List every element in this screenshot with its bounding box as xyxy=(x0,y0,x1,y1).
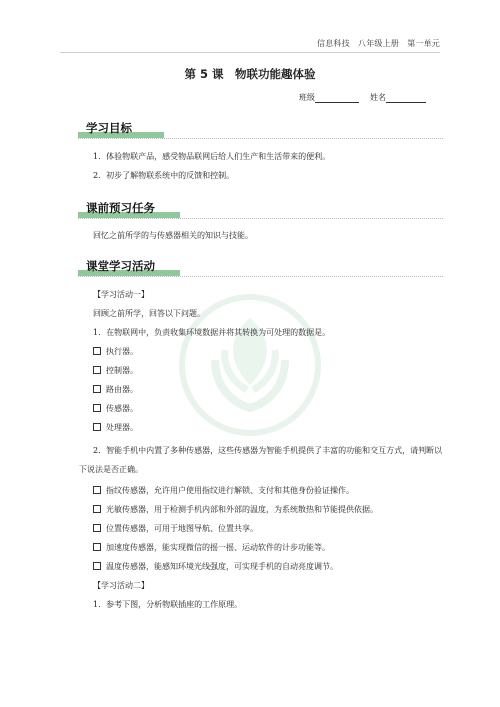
option-item[interactable] xyxy=(93,384,138,395)
option-text: 执行器。 xyxy=(106,347,138,356)
option-text: 温度传感器，能感知环境光线强度，可实现手机的自动亮度调节。 xyxy=(106,562,338,571)
heading-dotted-rule xyxy=(78,138,443,139)
question-2 xyxy=(79,441,448,479)
heading-dotted-rule xyxy=(78,276,443,277)
section-heading-activities xyxy=(78,259,448,277)
lesson-title: 第 5 课 物联功能趣体验 xyxy=(184,67,316,81)
activity-label: 【学习活动一】 xyxy=(93,290,149,299)
checkbox-icon[interactable] xyxy=(93,385,101,393)
option-text: 控制器。 xyxy=(106,366,138,375)
question-1: 1．参考下图，分析物联插座的工作原理。 xyxy=(93,600,243,609)
section-title: 课前预习任务 xyxy=(86,201,155,215)
option-text: 光敏传感器，用于检测手机内部和外部的温度，为系统散热和节能提供依据。 xyxy=(106,505,378,514)
checkbox-icon[interactable] xyxy=(93,524,101,532)
class-label: 班级 xyxy=(298,93,315,102)
section-heading-preview xyxy=(78,201,448,219)
goal-item: 1．体验物联产品，感受物品联网后给人们生产和生活带来的便利。 xyxy=(93,152,331,161)
option-item[interactable] xyxy=(93,504,378,515)
option-item[interactable] xyxy=(93,485,354,496)
option-text: 位置传感器，可用于地图导航、位置共享。 xyxy=(106,524,258,533)
activity-intro: 回顾之前所学，回答以下问题。 xyxy=(93,309,205,318)
option-item[interactable] xyxy=(93,365,138,376)
section-title: 学习目标 xyxy=(86,121,132,135)
option-text: 处理器。 xyxy=(106,423,138,432)
question-2-text: 2．智能手机中内置了多种传感器，这些传感器为智能手机提供了丰富的功能和交互方式，请判断以下说法是否正确。 xyxy=(79,446,443,474)
checkbox-icon[interactable] xyxy=(93,505,101,513)
checkbox-icon[interactable] xyxy=(93,543,101,551)
option-text: 加速度传感器，能实现微信的摇一摇、运动软件的计步功能等。 xyxy=(106,543,330,552)
header-rule xyxy=(60,52,440,53)
class-name-line xyxy=(299,92,426,103)
section-heading-goals xyxy=(78,121,448,139)
option-item[interactable] xyxy=(93,542,330,553)
name-blank xyxy=(386,93,426,103)
checkbox-icon[interactable] xyxy=(93,347,101,355)
activity-label: 【学习活动二】 xyxy=(93,581,149,590)
checkbox-icon[interactable] xyxy=(93,562,101,570)
option-item[interactable] xyxy=(93,561,338,572)
checkbox-icon[interactable] xyxy=(93,366,101,374)
preview-text: 回忆之前所学的与传感器相关的知识与技能。 xyxy=(93,231,253,240)
option-item[interactable] xyxy=(93,523,258,534)
option-item[interactable] xyxy=(93,403,138,414)
checkbox-icon[interactable] xyxy=(93,486,101,494)
option-text: 指纹传感器，允许用户使用指纹进行解锁、支付和其他身份验证操作。 xyxy=(106,486,354,495)
checkbox-icon[interactable] xyxy=(93,404,101,412)
section-title: 课堂学习活动 xyxy=(86,259,155,273)
checkbox-icon[interactable] xyxy=(93,423,101,431)
option-item[interactable] xyxy=(93,346,138,357)
option-item[interactable] xyxy=(93,422,138,433)
goal-item: 2．初步了解物联系统中的反馈和控制。 xyxy=(93,171,235,180)
option-text: 传感器。 xyxy=(106,404,138,413)
class-blank xyxy=(315,93,359,103)
question-1: 1．在物联网中，负责收集环境数据并将其转换为可处理的数据是。 xyxy=(93,328,331,337)
running-header: 信息科技 八年级上册 第一单元 xyxy=(317,39,440,48)
name-label: 姓名 xyxy=(370,93,386,102)
heading-dotted-rule xyxy=(78,218,443,219)
option-text: 路由器。 xyxy=(106,385,138,394)
